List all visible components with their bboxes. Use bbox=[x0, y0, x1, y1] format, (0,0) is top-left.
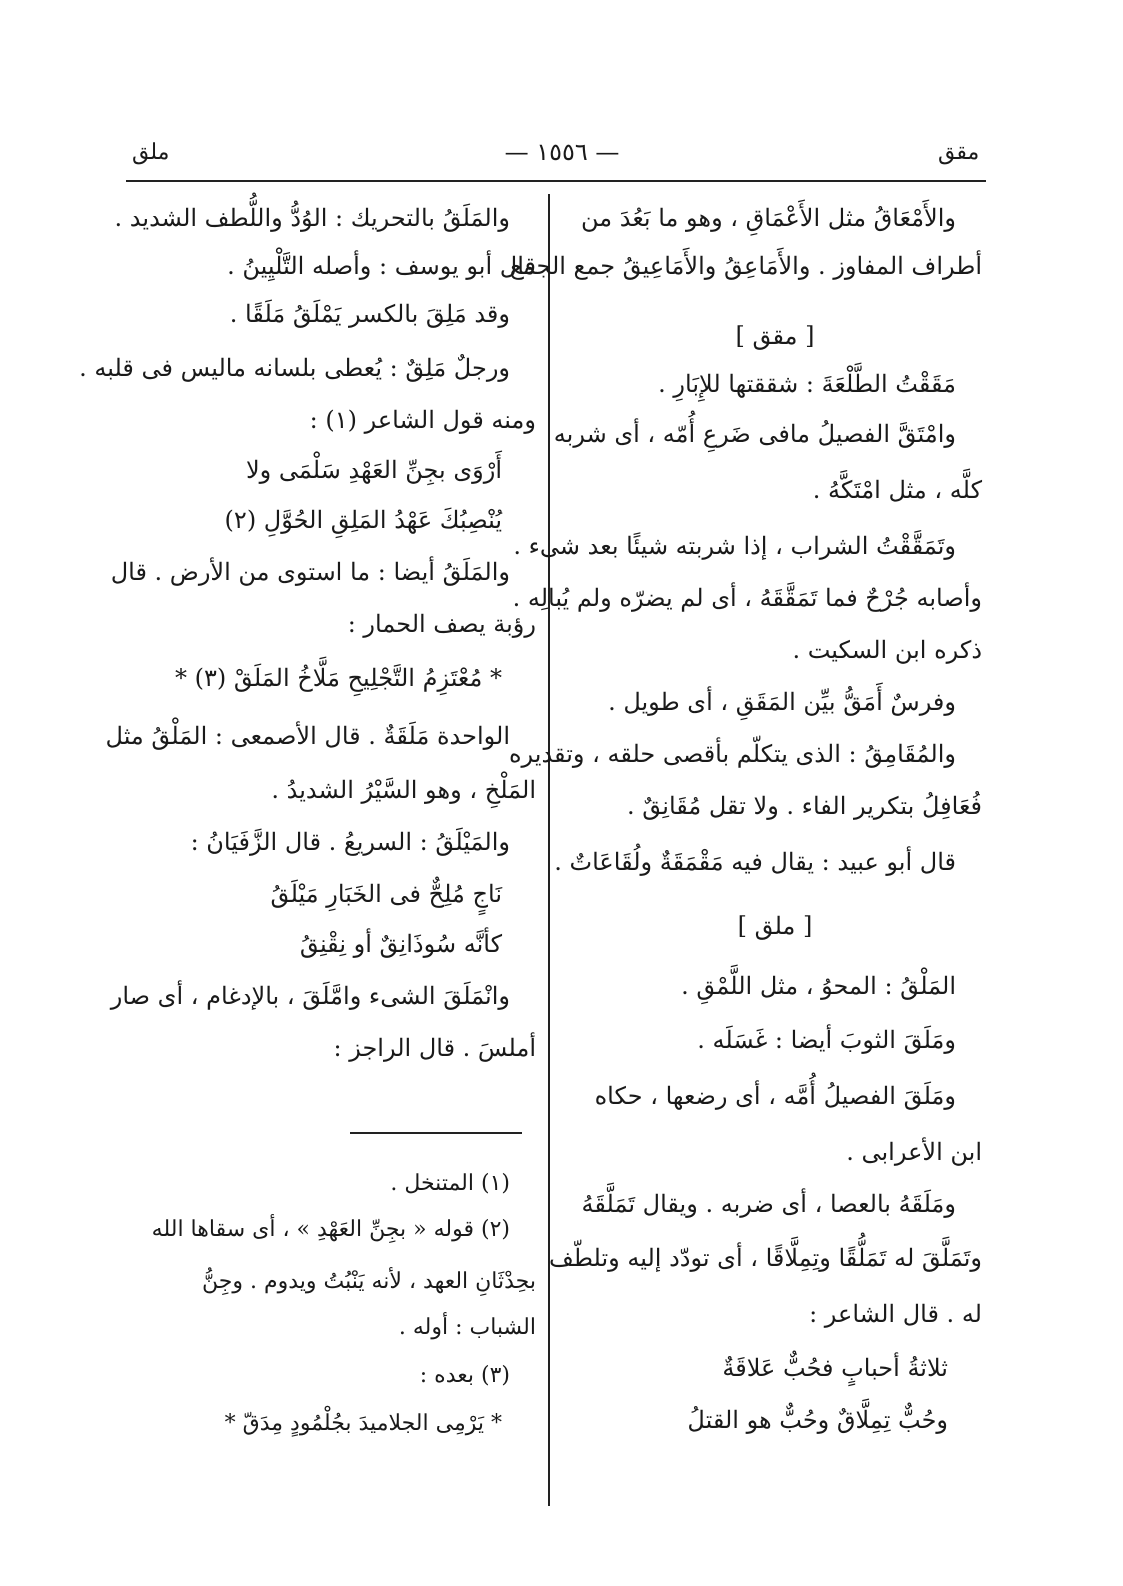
left-column-line: * مُعْتَزِمُ التَّجْلِيحِ مَلَّاخُ المَلَقْ (٣) * bbox=[174, 664, 502, 692]
right-column-line: أطراف المفاوز . والأَمَاعِقُ والأَمَاعِيقُ جمع الجمع bbox=[509, 252, 982, 280]
right-column-line: ومَلَقَ الثوبَ أيضا : غَسَلَه . bbox=[697, 1026, 956, 1054]
left-column-line: والمَلَقُ بالتحريك : الوُدُّ واللُّطف الشديد . bbox=[114, 204, 510, 232]
footnotes-line: الشباب : أوله . bbox=[398, 1315, 536, 1340]
footnote-rule bbox=[350, 1132, 522, 1134]
header-rule bbox=[126, 180, 986, 182]
left-column-line: نَاجٍ مُلِحٌّ فى الخَبَارِ مَيْلَقُ bbox=[270, 880, 502, 908]
footnotes-line: (٣) بعده : bbox=[419, 1363, 510, 1388]
right-column-line: المَلْقُ : المحوُ ، مثل اللَّمْقِ . bbox=[681, 972, 956, 1000]
right-column-line: وفرسٌ أَمَقُّ بيِّن المَقَقِ ، أى طويل . bbox=[608, 688, 956, 716]
left-column-line: يُنْصِبُكَ عَهْدُ المَلِقِ الحُوَّلِ (٢) bbox=[224, 506, 502, 534]
right-column-line: فُعَافِلُ بتكرير الفاء . ولا تقل مُقَانِقٌ . bbox=[626, 792, 982, 820]
left-column-line: رؤبة يصف الحمار : bbox=[347, 610, 536, 638]
footnotes-line: بحِدْثَانِ العهد ، لأنه يَنْبُتُ ويدوم . وجِنُّ bbox=[202, 1269, 536, 1294]
right-column-line: ابن الأعرابى . bbox=[846, 1138, 982, 1166]
footnotes-line: * يَرْمِى الجلاميدَ بجُلْمُودٍ مِدَقّ * bbox=[224, 1411, 502, 1436]
left-column-line: وانْمَلَقَ الشىء وامَّلَقَ ، بالإدغام ، أى صار bbox=[110, 982, 510, 1010]
right-column-line: والمُقَامِقُ : الذى يتكلّم بأقصى حلقه ، وتقديره bbox=[508, 740, 956, 768]
right-column-line: وحُبٌّ تِمِلَّاقٌ وحُبٌّ هو القتلُ bbox=[687, 1406, 948, 1434]
left-column-line: قال أبو يوسف : وأصله التَّلْيِينُ . bbox=[227, 252, 536, 280]
right-column-line: كلَّه ، مثل امْتَكَّهُ . bbox=[812, 476, 982, 504]
right-column-line: والأَمْعَاقُ مثل الأَعْمَاقِ ، وهو ما بَعُدَ من bbox=[580, 204, 956, 232]
right-column-line: [ مقق ] bbox=[735, 322, 815, 350]
left-column-line: المَلْخِ ، وهو السَّيْرُ الشديدُ . bbox=[271, 776, 536, 804]
right-column-line: [ ملق ] bbox=[737, 912, 813, 940]
left-column-line: وقد مَلِقَ بالكسر يَمْلَقُ مَلَقًا . bbox=[229, 300, 510, 328]
footnotes-line: (٢) قوله « بجِنِّ العَهْدِ » ، أى سقاها الله bbox=[151, 1217, 510, 1242]
header-left-word: ملق bbox=[132, 140, 170, 165]
left-column-line: ومنه قول الشاعر (١) : bbox=[309, 406, 536, 434]
footnotes-line: (١) المتنخل . bbox=[390, 1171, 510, 1196]
left-column-line: ورجلٌ مَلِقٌ : يُعطى بلسانه ماليس فى قلبه . bbox=[79, 354, 510, 382]
right-column-line: وتَمَقَّقْتُ الشراب ، إذا شربته شيئًا بعد شىء . bbox=[513, 532, 956, 560]
left-column-line: الواحدة مَلَقَةٌ . قال الأصمعى : المَلْقُ مثل bbox=[105, 722, 510, 750]
page-number: — ١٥٥٦ — bbox=[504, 138, 620, 166]
right-column-line: قال أبو عبيد : يقال فيه مَقْمَقَةٌ ولُقَاعَاتٌ . bbox=[554, 848, 956, 876]
left-column-line: أملسَ . قال الراجز : bbox=[333, 1034, 536, 1062]
left-column-line: أَرْوَى بجِنِّ العَهْدِ سَلْمَى ولا bbox=[245, 456, 502, 484]
right-column-line: مَقَقْتُ الطَّلْعَةَ : شققتها للإِبَارِ . bbox=[658, 370, 956, 398]
right-column-line: وأصابه جُرْحٌ فما تَمَقَّقَهُ ، أى لم يضرّه ولم يُبالِه . bbox=[512, 584, 982, 612]
right-column-line: وامْتَقَّ الفصيلُ مافى ضَرعِ أُمّه ، أى شربه bbox=[553, 420, 956, 448]
left-column-line: والمَلَقُ أيضا : ما استوى من الأرض . قال bbox=[110, 558, 510, 586]
header-right-word: مقق bbox=[938, 140, 980, 165]
column-divider bbox=[548, 194, 550, 1506]
right-column-line: ومَلَقَهُ بالعصا ، أى ضربه . ويقال تَمَلَّقَهُ bbox=[581, 1190, 956, 1218]
left-column-line: والمَيْلَقُ : السريعُ . قال الزَّفَيَانُ : bbox=[190, 828, 510, 856]
right-column-line: ومَلَقَ الفصيلُ أُمَّه ، أى رضعها ، حكاه bbox=[594, 1082, 956, 1110]
right-column-line: ثلاثةُ أحبابٍ فحُبٌّ عَلاقَةٌ bbox=[722, 1354, 948, 1382]
left-column-line: كأنَّه سُوذَانِقٌ أو نِقْنِقُ bbox=[299, 930, 502, 958]
right-column-line: ذكره ابن السكيت . bbox=[792, 636, 982, 664]
right-column-line: وتَمَلَّقَ له تَمَلُّقًا وتِمِلَّاقًا ، أى تودّد إليه وتلطّف bbox=[548, 1244, 982, 1272]
right-column-line: له . قال الشاعر : bbox=[809, 1300, 982, 1328]
